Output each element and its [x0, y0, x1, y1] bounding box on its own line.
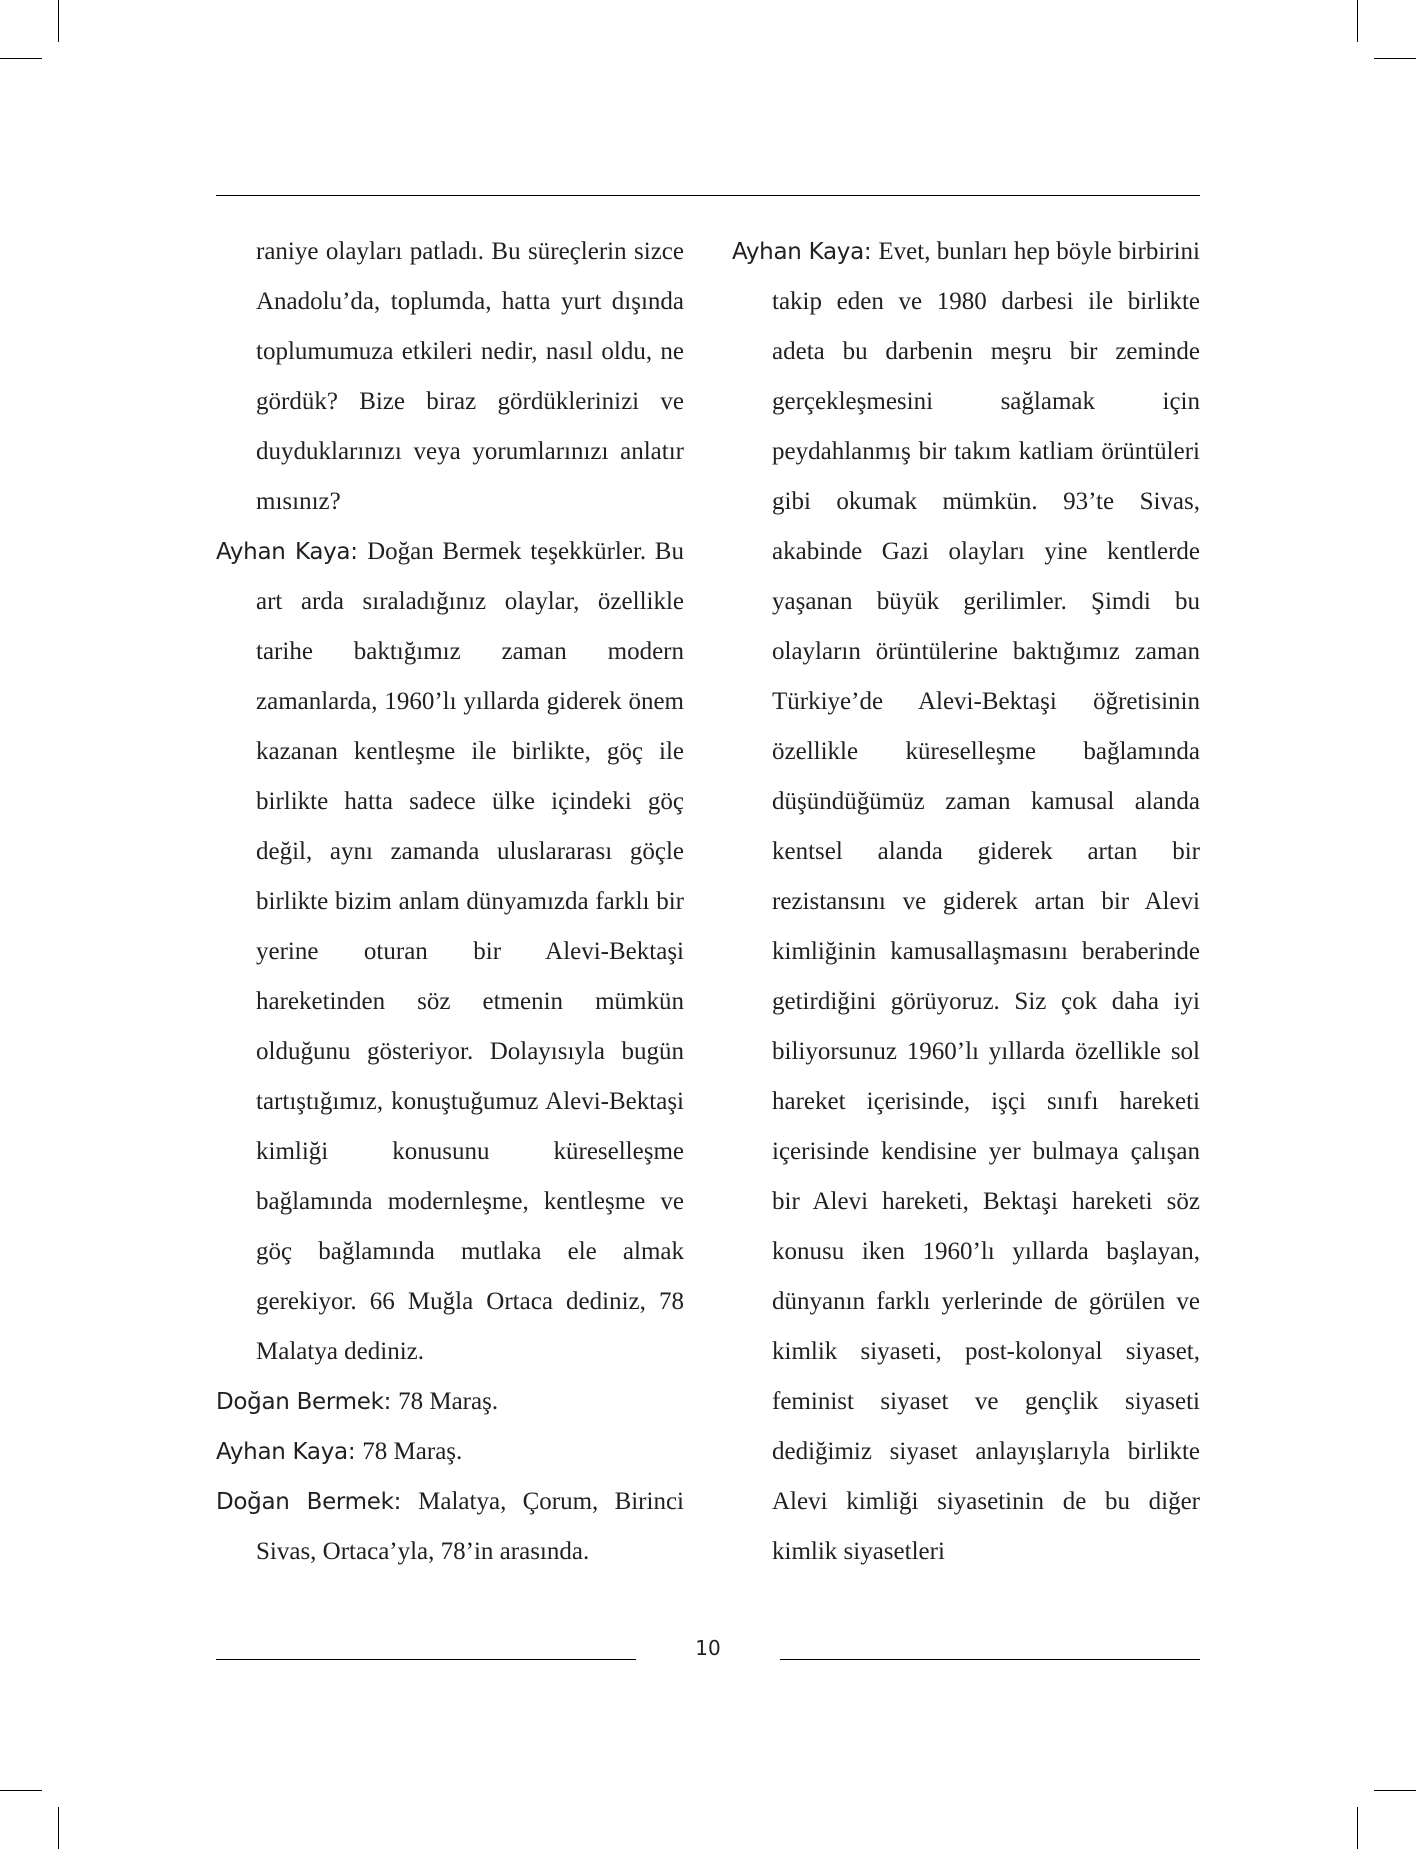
- paragraph: [216, 227, 684, 527]
- speaker-name: Doğan Bermek: [216, 1389, 384, 1415]
- crop-mark: [0, 58, 42, 59]
- crop-mark: [58, 0, 59, 42]
- left-column: [216, 227, 684, 1577]
- paragraph: Doğan Bermek: Malatya, Çorum, Birinci Sivas, Ortaca’yla, 78’in arasında.: [216, 1488, 684, 1565]
- speaker-name: Ayhan Kaya: [216, 539, 351, 565]
- page-number: 10: [695, 1636, 721, 1660]
- speaker-name: Ayhan Kaya: [216, 1439, 348, 1465]
- crop-mark: [0, 1790, 42, 1791]
- right-column: [732, 227, 1200, 1577]
- speaker-name: Doğan Bermek: [216, 1489, 394, 1515]
- speaker-name: Ayhan Kaya: [732, 239, 864, 265]
- paragraph: Ayhan Kaya: Evet, bunları hep böyle birbirini takip eden ve 1980 darbesi ile birlikte adeta bu darbenin meşru bir zeminde gerçekleşmesini sağlamak için peydahlanmış bir takım katliam örüntüleri gibi okumak mümkün. 93’te Sivas, akabinde Gazi olayları yine kentlerde yaşanan büyük gerilimler. Şimdi bu olayların örüntülerine baktığımız zaman Türkiye’de Alevi-Bektaşi öğretisinin özellikle küreselleşme bağlamında düşündüğümüz zaman kamusal alanda kentsel alanda giderek artan bir rezistansını ve giderek artan bir Alevi kimliğinin kamusallaşmasını beraberinde getirdiğini görüyoruz. Siz çok daha iyi biliyorsunuz 1960’lı yıllarda özellikle sol hareket içerisinde, işçi sınıfı hareketi içerisinde kendisine yer bulmaya çalışan bir Alevi hareketi, Bektaşi hareketi söz konusu iken 1960’lı yıllarda başlayan, dünyanın farklı yerlerinde de görülen ve kimlik siyaseti, post-kolonyal siyaset, feminist siyaset ve gençlik siyaseti dediğimiz siyaset anlayışlarıyla birlikte Alevi kimliği siyasetinin de bu diğer kimlik siyasetleri: [732, 238, 1201, 1565]
- paragraph-text: 78 Maraş.: [398, 1388, 499, 1415]
- crop-mark: [1357, 0, 1358, 42]
- paragraph: Doğan Bermek: 78 Maraş.: [216, 1388, 499, 1415]
- crop-mark: [1374, 1790, 1416, 1791]
- paragraph: Ayhan Kaya: Doğan Bermek teşekkürler. Bu art arda sıraladığınız olaylar, özellikle tarihe baktığımız zaman modern zamanlarda, 1960’lı yıllarda giderek önem kazanan kentleşme ile birlikte, göç ile birlikte hatta sadece ülke içindeki göç değil, aynı zamanda uluslararası göçle birlikte bizim anlam dünyamızda farklı bir yerine oturan bir Alevi-Bektaşi hareketinden söz etmenin mümkün olduğunu gösteriyor. Dolayısıyla bugün tartıştığımız, konuştuğumuz Alevi-Bektaşi kimliği konusunu küreselleşme bağlamında modernleşme, kentleşme ve göç bağlamında mutlaka ele almak gerekiyor. 66 Muğla Ortaca dediniz, 78 Malatya dediniz.: [216, 538, 684, 1365]
- footer-rule-left: [216, 1659, 636, 1660]
- paragraph-text: raniye olayları patladı. Bu süreçlerin sizce Anadolu’da, toplumda, hatta yurt dışında toplumumuza etkileri nedir, nasıl oldu, ne gördük? Bize biraz gördüklerinizi ve duyduklarınızı veya yorumlarınızı anlatır mısınız?: [256, 238, 684, 515]
- paragraph-text: Evet, bunları hep böyle birbirini takip eden ve 1980 darbesi ile birlikte adeta bu darbenin meşru bir zeminde gerçekleşmesini sağlamak için peydahlanmış bir takım katliam örüntüleri gibi okumak mümkün. 93’te Sivas, akabinde Gazi olayları yine kentlerde yaşanan büyük gerilimler. Şimdi bu olayların örüntülerine baktığımız zaman Türkiye’de Alevi-Bektaşi öğretisinin özellikle küreselleşme bağlamında düşündüğümüz zaman kamusal alanda kentsel alanda giderek artan bir rezistansını ve giderek artan bir Alevi kimliğinin kamusallaşmasını beraberinde getirdiğini görüyoruz. Siz çok daha iyi biliyorsunuz 1960’lı yıllarda özellikle sol hareket içerisinde, işçi sınıfı hareketi içerisinde kendisine yer bulmaya çalışan bir Alevi hareketi, Bektaşi hareketi söz konusu iken 1960’lı yıllarda başlayan, dünyanın farklı yerlerinde de görülen ve kimlik siyaseti, post-kolonyal siyaset, feminist siyaset ve gençlik siyaseti dediğimiz siyaset anlayışlarıyla birlikte Alevi kimliği siyasetinin de bu diğer kimlik siyasetleri: [772, 238, 1201, 1565]
- paragraph-text: Malatya, Çorum, Birinci Sivas, Ortaca’yla, 78’in arasında.: [256, 1488, 684, 1565]
- paragraph-text: Doğan Bermek teşekkürler. Bu art arda sıraladığınız olaylar, özellikle tarihe baktığımız zaman modern zamanlarda, 1960’lı yıllarda giderek önem kazanan kentleşme ile birlikte, göç ile birlikte hatta sadece ülke içindeki göç değil, aynı zamanda uluslararası göçle birlikte bizim anlam dünyamızda farklı bir yerine oturan bir Alevi-Bektaşi hareketinden söz etmenin mümkün olduğunu gösteriyor. Dolayısıyla bugün tartıştığımız, konuştuğumuz Alevi-Bektaşi kimliği konusunu küreselleşme bağlamında modernleşme, kentleşme ve göç bağlamında mutlaka ele almak gerekiyor. 66 Muğla Ortaca dediniz, 78 Malatya dediniz.: [256, 538, 684, 1365]
- paragraph: Ayhan Kaya: 78 Maraş.: [216, 1438, 463, 1465]
- footer-rule-right: [780, 1659, 1200, 1660]
- crop-mark: [1357, 1807, 1358, 1849]
- header-rule: [216, 195, 1200, 196]
- crop-mark: [1374, 58, 1416, 59]
- paragraph-text: 78 Maraş.: [362, 1438, 463, 1465]
- crop-mark: [58, 1807, 59, 1849]
